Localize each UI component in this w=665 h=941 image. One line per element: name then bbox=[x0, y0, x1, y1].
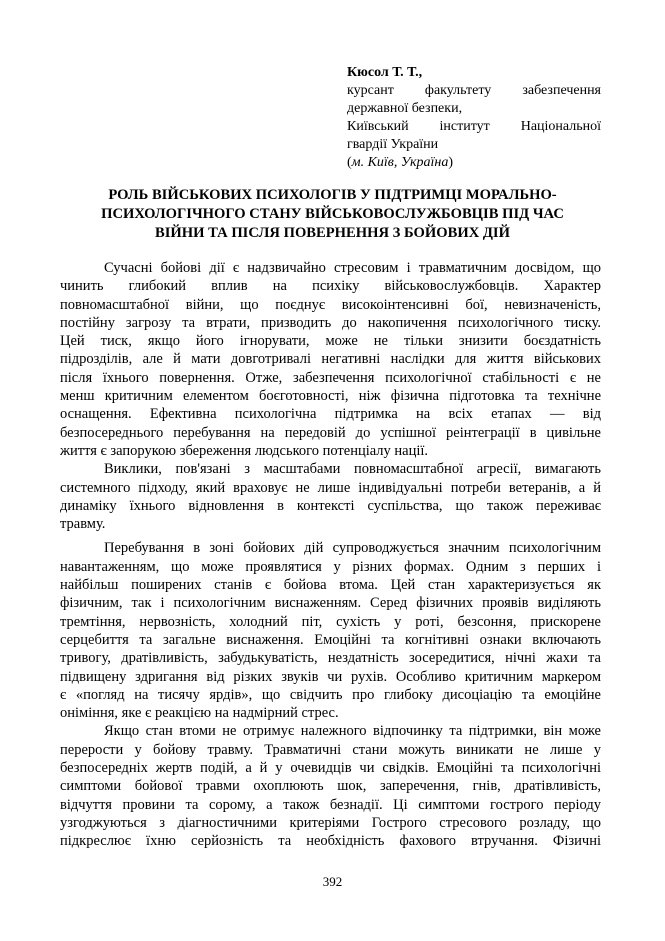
author-block bbox=[347, 64, 601, 172]
paragraph-line: підрозділів, але й мати довготривалі негативні наслідки для життя військових bbox=[60, 351, 601, 368]
title-line: ПСИХОЛОГІЧНОГО СТАНУ ВІЙСЬКОВОСЛУЖБОВЦІВ ПІД ЧАС bbox=[101, 206, 564, 222]
paragraph-line: Якщо стан втоми не отримує належного відпочинку та підтримки, він може bbox=[104, 723, 601, 740]
paragraph bbox=[60, 460, 601, 533]
paragraph-line: менш критичним елементом боєготовності, ніж фізична підготовка та технічне bbox=[60, 388, 601, 405]
paragraph-line: після їхнього повернення. Отже, забезпечення психологічної стабільності є не bbox=[60, 369, 601, 386]
page-number: 392 bbox=[322, 874, 343, 889]
paragraph-line: безпосередніх жертв подій, а й у очевидців чи свідків. Емоційні та психологічні bbox=[60, 760, 601, 777]
paragraph-line: тремтіння, нервозність, холодний піт, сухість у роті, безсоння, прискорене bbox=[60, 613, 601, 630]
paragraph-line: травму. bbox=[60, 516, 106, 533]
author-name: Кюсол Т. Т., bbox=[347, 65, 423, 80]
paragraph-line: серцебиття та загальне виснаження. Емоційні та когнітивні ознаки включають bbox=[60, 631, 601, 648]
author-affiliation-line: курсант факультету забезпечення bbox=[347, 83, 601, 98]
paragraph-line: динаміку їхнього відновлення в контексті суспільства, що також переживає bbox=[60, 497, 601, 514]
paragraph-line: перерости у бойову травму. Травматичні стани можуть виникати не лише у bbox=[60, 741, 601, 758]
paragraph-line: симптоми бойової травми охоплюють шок, заперечення, гнів, дратівливість, bbox=[60, 778, 601, 795]
paragraph bbox=[60, 722, 601, 850]
paragraph-line: постійну загрозу та втрати, призводить до накопичення психологічного тиску. bbox=[60, 314, 601, 331]
paragraph-line: Сучасні бойові дії є надзвичайно стресовим і травматичним досвідом, що bbox=[104, 260, 601, 276]
paragraph-line: повномасштабної війни, що поєднує високоінтенсивні бої, невизначеність, bbox=[60, 296, 601, 313]
paragraph bbox=[60, 539, 601, 722]
location-city: м. Київ, Україна bbox=[351, 155, 449, 170]
author-affiliation-line: державної безпеки, bbox=[347, 101, 463, 116]
article-body bbox=[60, 259, 601, 851]
paragraph bbox=[60, 259, 601, 460]
title-line: РОЛЬ ВІЙСЬКОВИХ ПСИХОЛОГІВ У ПІДТРИМЦІ МОРАЛЬНО- bbox=[108, 187, 557, 203]
paragraph-line: оніміння, яке є реакцією на надмірний стрес. bbox=[60, 705, 339, 722]
paragraph-line: підвищену здригання від різких звуків чи рухів. Особливо критичним маркером bbox=[60, 668, 601, 685]
paragraph-line: Цей тиск, якщо його ігнорувати, може не тільки знизити боєздатність bbox=[60, 333, 601, 350]
paragraph-line: є «погляд на тисячу ярдів», що свідчить про глибоку дисоціацію та емоційне bbox=[60, 686, 601, 703]
paragraph-line: тривогу, дратівливість, забудькуватість, нездатність зосередитися, нічні жахи та bbox=[60, 650, 601, 667]
paragraph-line: найбільш поширених станів є бойова втома. Цей стан характеризується як bbox=[60, 577, 601, 594]
author-location bbox=[347, 154, 601, 172]
paragraph-line: Перебування в зоні бойових дій супроводжується значним психологічним bbox=[104, 540, 601, 557]
location-close-paren: ) bbox=[448, 155, 453, 170]
paragraph-line: чинить глибокий вплив на психіку військовослужбовців. Характер bbox=[60, 278, 601, 295]
paragraph-line: узгоджуються з діагностичними критеріями Гострого стресового розладу, що bbox=[60, 814, 601, 831]
paragraph-line: життя є запорукою збереження людського потенціалу нації. bbox=[60, 442, 429, 459]
paragraph-line: навантаженням, що може проявлятися у різних формах. Одним з перших і bbox=[60, 558, 601, 575]
paragraph-line: Виклики, пов'язані з масштабами повномасштабної агресії, вимагають bbox=[104, 461, 601, 478]
paragraph-line: оснащення. Ефективна психологічна підтримка на всіх етапах — від bbox=[60, 406, 601, 423]
author-affiliation-line: гвардії України bbox=[347, 137, 439, 152]
paragraph-line: системного підходу, який враховує не лише індивідуальні потреби ветеранів, а й bbox=[60, 479, 601, 496]
paragraph-line: безпосереднього перебування на передовій до успішної реінтеграції в цивільне bbox=[60, 424, 601, 441]
paragraph-line: підкреслює їхню серйозність та необхідність фахового втручання. Фізичні bbox=[60, 833, 601, 850]
location-open-paren: ( bbox=[347, 155, 352, 170]
title-line: ВІЙНИ ТА ПІСЛЯ ПОВЕРНЕННЯ З БОЙОВИХ ДІЙ bbox=[155, 225, 510, 241]
author-affiliation-line: Київський інститут Національної bbox=[347, 119, 601, 134]
paragraph-line: відчуття провини та сорому, а також безнадії. Ці симптоми гострого періоду bbox=[60, 796, 601, 813]
paragraph-line: фізичним, так і психологічним виснаженням. Серед фізичних проявів виділяють bbox=[60, 595, 601, 612]
article-title bbox=[60, 186, 605, 243]
